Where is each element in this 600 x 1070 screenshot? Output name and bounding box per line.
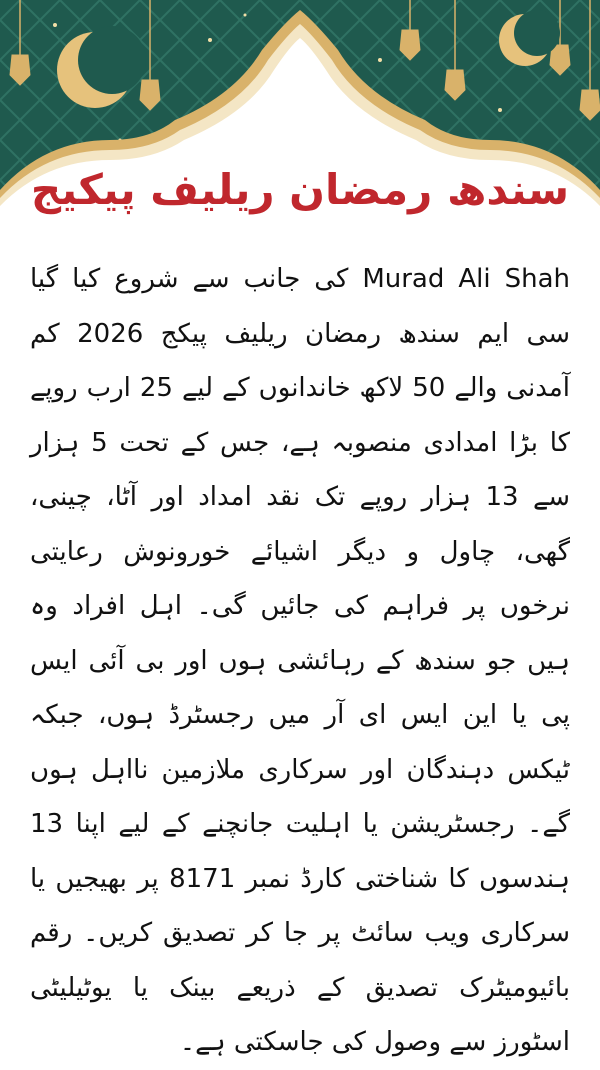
title-area — [0, 150, 600, 230]
article-paragraph: Murad Ali Shah کی جانب سے شروع کیا گیا سی ایم سندھ رمضان ریلیف پیکج 2026 کم آمدنی والے 50 لاکھ خاندانوں کے لیے 25 ارب روپے کا بڑا امدادی منصوبہ ہے، جس کے تحت 5 ہزار سے 13 ہزار روپے تک نقد امداد اور آٹا، چینی، گھی، چاول و دیگر اشیائے خورونوش رعایتی نرخوں پر فراہم کی جائیں گی۔ اہل افراد وہ ہیں جو سندھ کے رہائشی ہوں اور بی آئی ایس پی یا این ایس ای آر میں رجسٹرڈ ہوں، جبکہ ٹیکس دہندگان اور سرکاری ملازمین نااہل ہوں گے۔ رجسٹریشن یا اہلیت جانچنے کے لیے اپنا 13 ہندسوں کا شناختی کارڈ نمبر 8171 پر بھیجیں یا سرکاری ویب سائٹ پر جا کر تصدیق کریں۔ رقم بائیومیٹرک تصدیق کے ذریعے بینک یا یوٹیلیٹی اسٹورز سے وصول کی جاسکتی ہے۔ — [30, 264, 570, 1057]
page-title: سندھ رمضان ریلیف پیکیج — [30, 165, 570, 214]
header-banner — [0, 0, 600, 270]
